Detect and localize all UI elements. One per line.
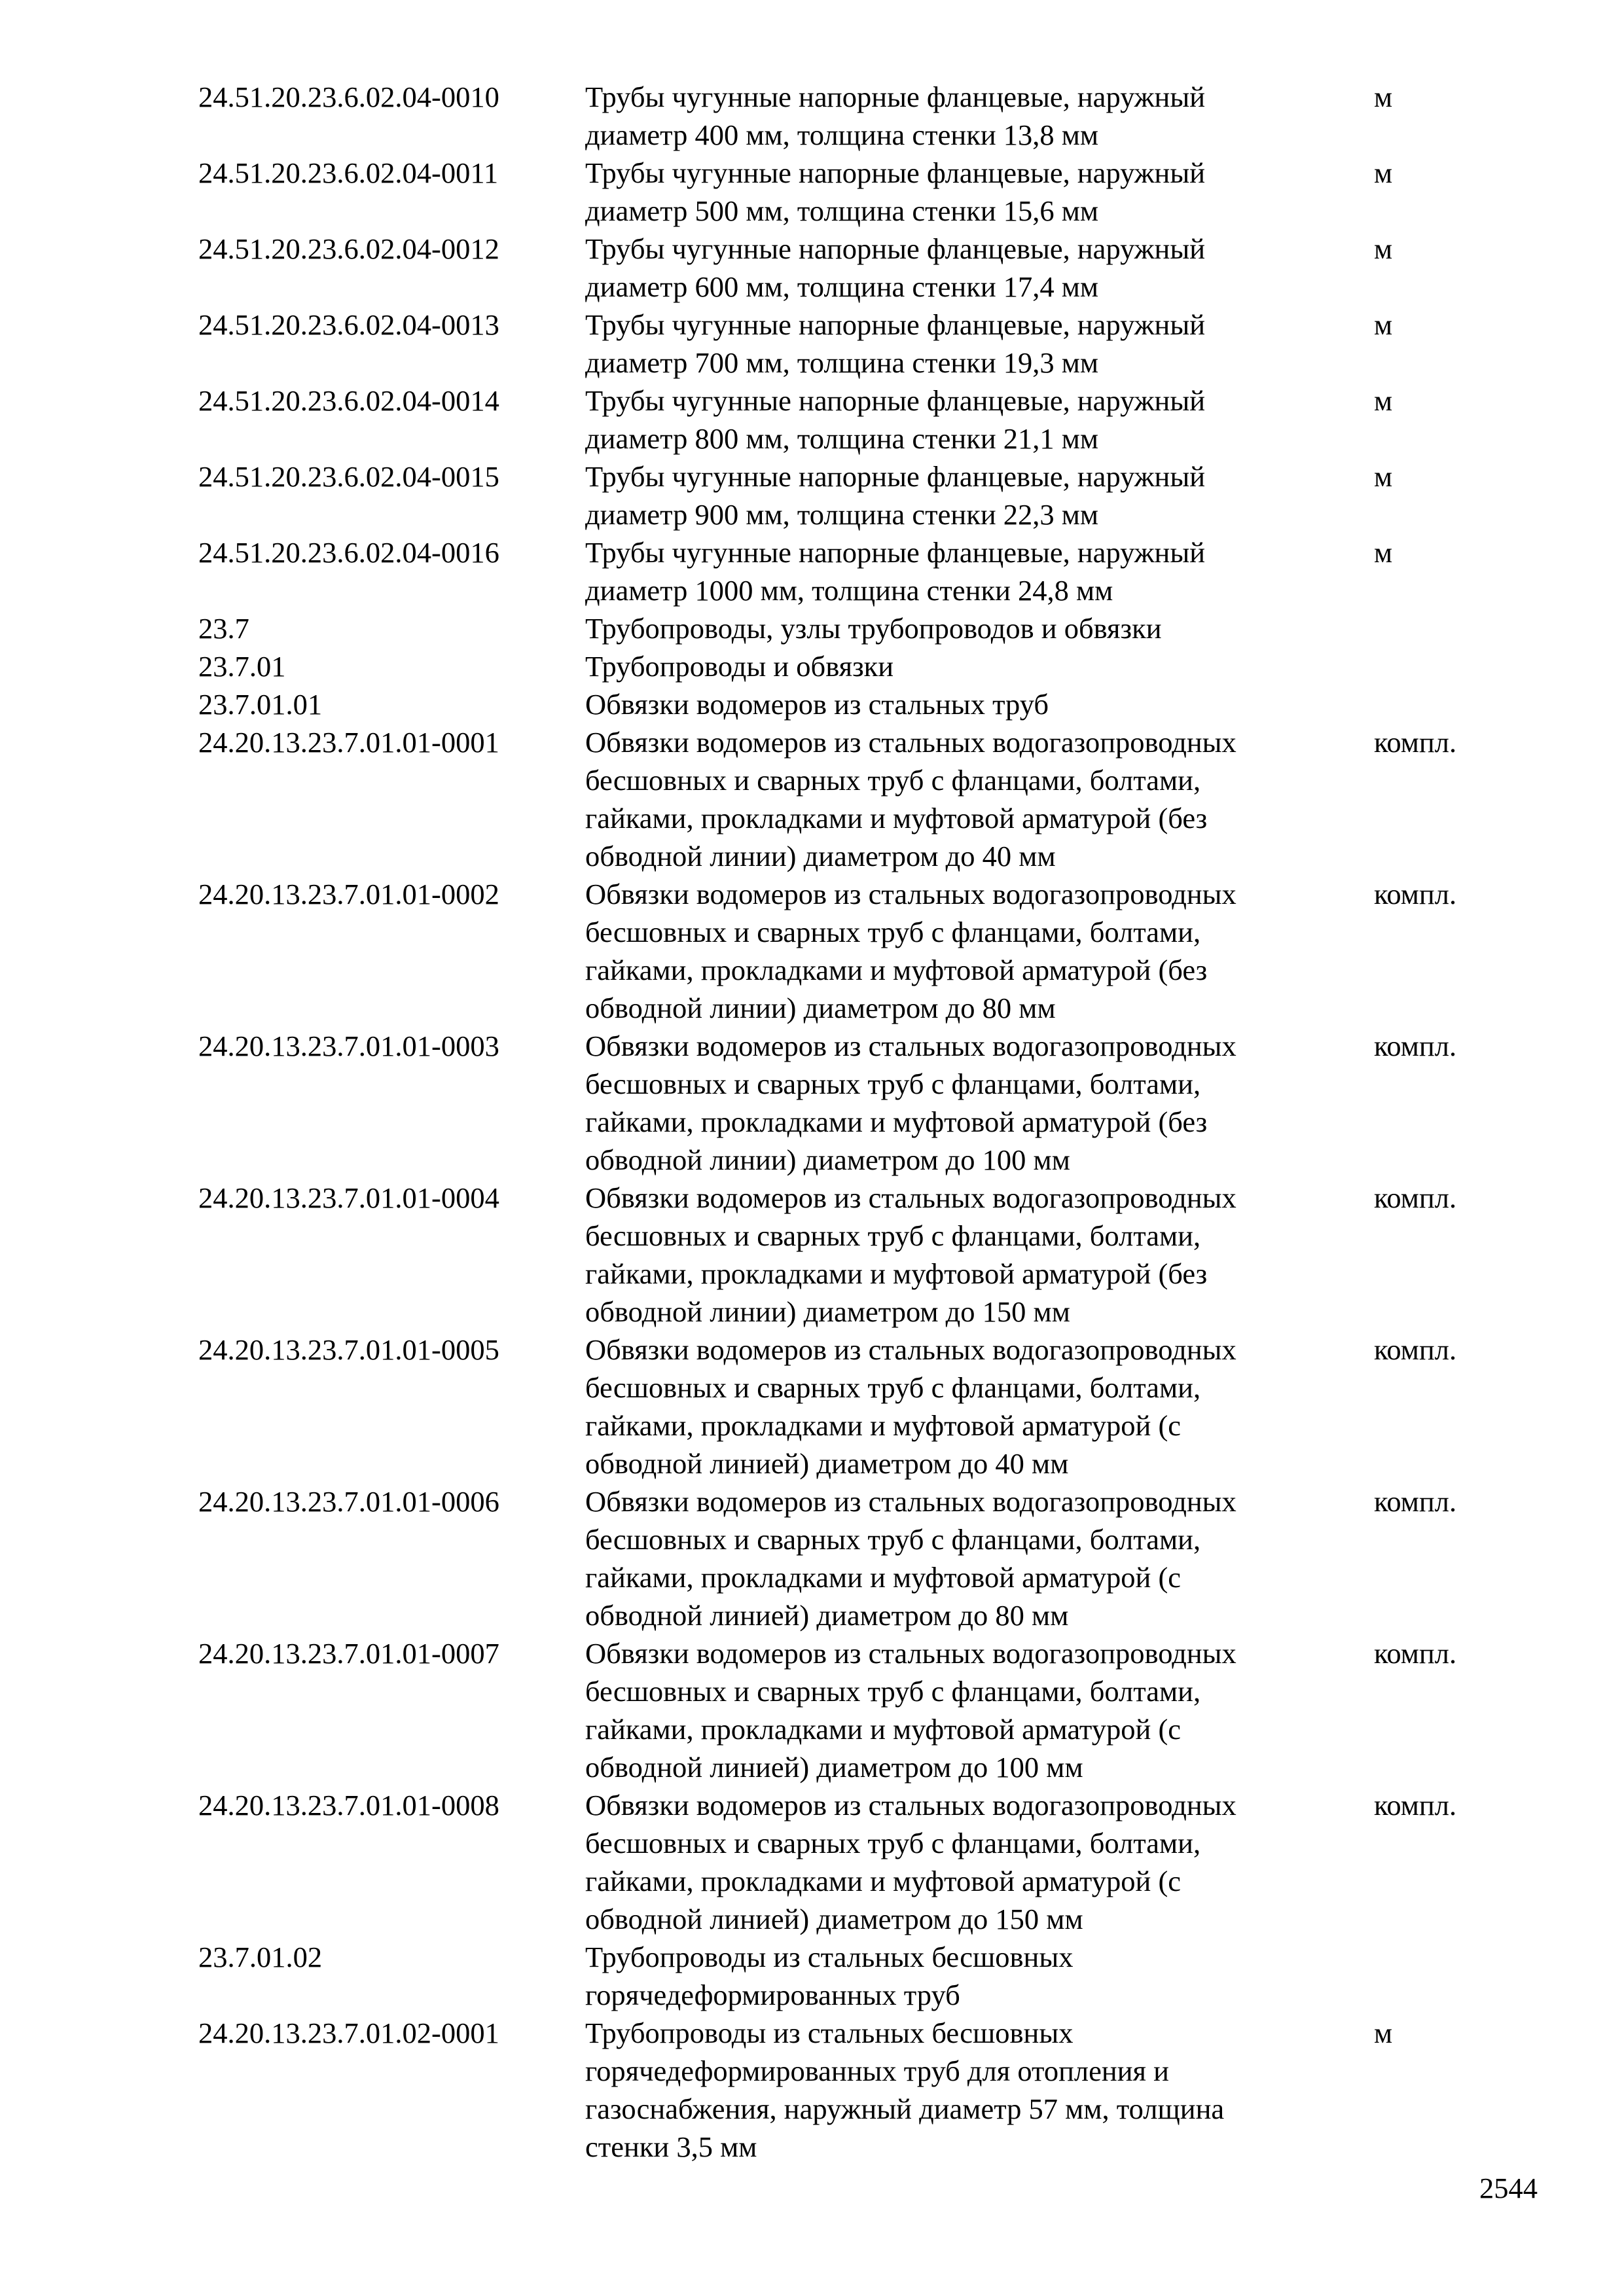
row-code: 24.51.20.23.6.02.04-0016	[198, 536, 499, 569]
row-code: 24.51.20.23.6.02.04-0015	[198, 460, 499, 493]
row-name: Обвязки водомеров из стальных водогазопроводных бесшовных и сварных труб с фланцами, болтами, гайками, прокладками и муфтовой арматурой (без обводной линии) диаметром до 40 мм	[585, 726, 1236, 872]
table-row	[198, 457, 1507, 533]
table-row	[198, 1786, 1507, 1938]
price-list-table	[198, 78, 1507, 2166]
table-row	[198, 533, 1507, 609]
row-code: 24.20.13.23.7.01.01-0005	[198, 1333, 499, 1366]
section-title: Трубопроводы, узлы трубопроводов и обвязки	[585, 612, 1162, 645]
row-unit: м	[1374, 2017, 1393, 2049]
table-row	[198, 1179, 1507, 1331]
row-unit: м	[1374, 460, 1393, 493]
table-row	[198, 723, 1507, 875]
table-row	[198, 306, 1507, 382]
row-name: Обвязки водомеров из стальных водогазопроводных бесшовных и сварных труб с фланцами, болтами, гайками, прокладками и муфтовой арматурой (без обводной линии) диаметром до 150 мм	[585, 1181, 1236, 1328]
table-row	[198, 230, 1507, 306]
row-unit: компл.	[1374, 1485, 1457, 1518]
section-title: Обвязки водомеров из стальных труб	[585, 688, 1049, 721]
table-row	[198, 2014, 1507, 2166]
row-name: Трубы чугунные напорные фланцевые, наружный диаметр 800 мм, толщина стенки 21,1 мм	[585, 384, 1206, 455]
row-name: Обвязки водомеров из стальных водогазопроводных бесшовных и сварных труб с фланцами, болтами, гайками, прокладками и муфтовой арматурой (без обводной линии) диаметром до 100 мм	[585, 1030, 1236, 1176]
section-row	[198, 609, 1507, 647]
row-unit: компл.	[1374, 1030, 1457, 1062]
row-name: Обвязки водомеров из стальных водогазопроводных бесшовных и сварных труб с фланцами, болтами, гайками, прокладками и муфтовой арматурой (с обводной линией) диаметром до 40 мм	[585, 1333, 1236, 1480]
row-unit: м	[1374, 156, 1393, 189]
row-unit: м	[1374, 308, 1393, 341]
section-row	[198, 647, 1507, 685]
row-unit: м	[1374, 232, 1393, 265]
row-unit: компл.	[1374, 1789, 1457, 1821]
section-row	[198, 685, 1507, 723]
row-code: 24.20.13.23.7.01.02-0001	[198, 2017, 499, 2049]
row-code: 24.20.13.23.7.01.01-0001	[198, 726, 499, 759]
table-row	[198, 1027, 1507, 1179]
row-unit: м	[1374, 384, 1393, 417]
row-name: Трубы чугунные напорные фланцевые, наружный диаметр 900 мм, толщина стенки 22,3 мм	[585, 460, 1206, 531]
section-title: Трубопроводы из стальных бесшовных горячедеформированных труб	[585, 1941, 1074, 2011]
table-row	[198, 154, 1507, 230]
row-name: Обвязки водомеров из стальных водогазопроводных бесшовных и сварных труб с фланцами, болтами, гайками, прокладками и муфтовой арматурой (с обводной линией) диаметром до 100 мм	[585, 1637, 1236, 1784]
section-code: 23.7.01.02	[198, 1941, 323, 1973]
row-unit: компл.	[1374, 1181, 1457, 1214]
row-unit: м	[1374, 81, 1393, 113]
row-code: 24.20.13.23.7.01.01-0006	[198, 1485, 499, 1518]
row-name: Трубы чугунные напорные фланцевые, наружный диаметр 600 мм, толщина стенки 17,4 мм	[585, 232, 1206, 303]
row-unit: компл.	[1374, 726, 1457, 759]
row-name: Трубопроводы из стальных бесшовных горячедеформированных труб для отопления и газоснабжения, наружный диаметр 57 мм, толщина стенки 3,5 мм	[585, 2017, 1225, 2163]
row-unit: компл.	[1374, 878, 1457, 910]
section-title: Трубопроводы и обвязки	[585, 650, 894, 683]
section-code: 23.7.01.01	[198, 688, 323, 721]
row-name: Обвязки водомеров из стальных водогазопроводных бесшовных и сварных труб с фланцами, болтами, гайками, прокладками и муфтовой арматурой (с обводной линией) диаметром до 150 мм	[585, 1789, 1236, 1935]
section-code: 23.7.01	[198, 650, 286, 683]
table-row	[198, 1634, 1507, 1786]
table-row	[198, 1482, 1507, 1634]
row-name: Трубы чугунные напорные фланцевые, наружный диаметр 500 мм, толщина стенки 15,6 мм	[585, 156, 1206, 227]
table-row	[198, 1331, 1507, 1482]
row-code: 24.51.20.23.6.02.04-0013	[198, 308, 499, 341]
table-row	[198, 875, 1507, 1027]
row-code: 24.20.13.23.7.01.01-0008	[198, 1789, 499, 1821]
row-code: 24.51.20.23.6.02.04-0014	[198, 384, 499, 417]
row-unit: м	[1374, 536, 1393, 569]
row-code: 24.20.13.23.7.01.01-0003	[198, 1030, 499, 1062]
table-row	[198, 382, 1507, 457]
row-unit: компл.	[1374, 1637, 1457, 1670]
section-code: 23.7	[198, 612, 249, 645]
section-row	[198, 1938, 1507, 2014]
row-code: 24.20.13.23.7.01.01-0007	[198, 1637, 499, 1670]
row-code: 24.51.20.23.6.02.04-0011	[198, 156, 499, 189]
row-name: Трубы чугунные напорные фланцевые, наружный диаметр 400 мм, толщина стенки 13,8 мм	[585, 81, 1206, 151]
row-name: Трубы чугунные напорные фланцевые, наружный диаметр 700 мм, толщина стенки 19,3 мм	[585, 308, 1206, 379]
page-number: 2544	[1479, 2172, 1538, 2204]
row-name: Трубы чугунные напорные фланцевые, наружный диаметр 1000 мм, толщина стенки 24,8 мм	[585, 536, 1206, 607]
row-code: 24.51.20.23.6.02.04-0010	[198, 81, 499, 113]
row-code: 24.20.13.23.7.01.01-0002	[198, 878, 499, 910]
row-code: 24.51.20.23.6.02.04-0012	[198, 232, 499, 265]
row-unit: компл.	[1374, 1333, 1457, 1366]
row-name: Обвязки водомеров из стальных водогазопроводных бесшовных и сварных труб с фланцами, болтами, гайками, прокладками и муфтовой арматурой (с обводной линией) диаметром до 80 мм	[585, 1485, 1236, 1632]
table-row	[198, 78, 1507, 154]
row-code: 24.20.13.23.7.01.01-0004	[198, 1181, 499, 1214]
row-name: Обвязки водомеров из стальных водогазопроводных бесшовных и сварных труб с фланцами, болтами, гайками, прокладками и муфтовой арматурой (без обводной линии) диаметром до 80 мм	[585, 878, 1236, 1024]
